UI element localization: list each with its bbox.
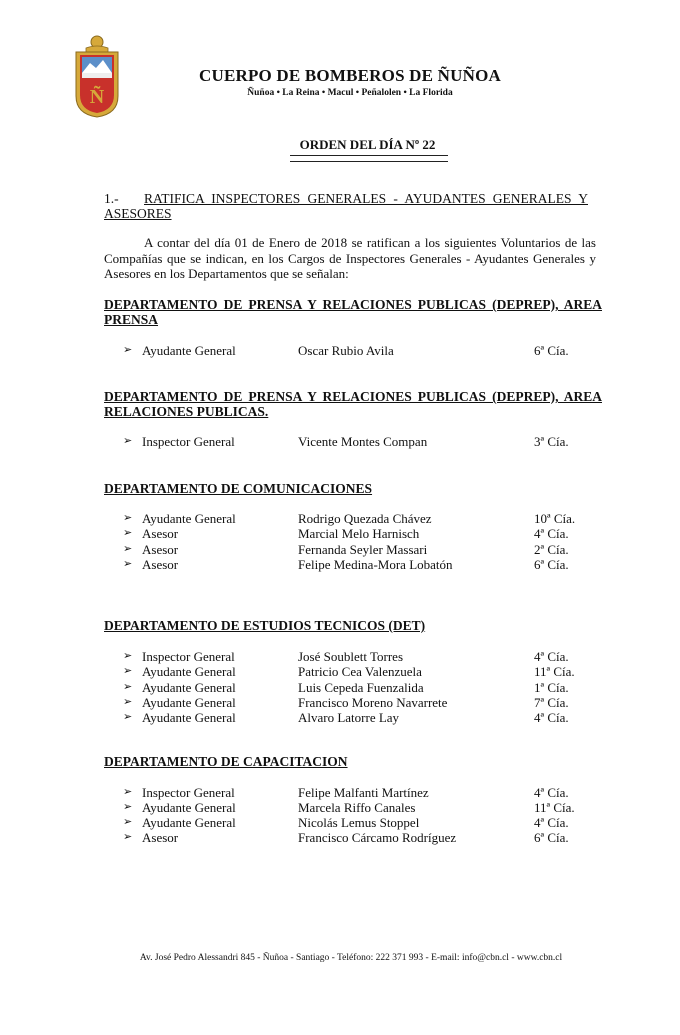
arrow-bullet-icon: ➢ [123,681,133,693]
organization-communes: Ñuñoa • La Reina • Macul • Peñalolen • La Florida [247,88,453,98]
department-heading: DEPARTAMENTO DE PRENSA Y RELACIONES PUBLICAS (DEPREP), AREA RELACIONES PUBLICAS. [104,389,602,419]
member-row [0,526,680,542]
item-number: 1.- [104,191,119,206]
member-name: Patricio Cea Valenzuela [298,664,422,679]
member-company: 4ª Cía. [534,785,569,800]
member-name: Alvaro Latorre Lay [298,710,400,725]
member-company: 4ª Cía. [534,710,569,725]
order-of-the-day-title: ORDEN DEL DÍA Nº 22 [299,137,436,152]
member-role: Ayudante General [142,695,236,710]
organization-title: CUERPO DE BOMBEROS DE ÑUÑOA [199,66,501,85]
member-company: 11ª Cía. [534,800,575,815]
member-name: Rodrigo Quezada Chávez [298,511,432,526]
member-company: 2ª Cía. [534,542,569,557]
member-row [0,695,680,711]
arrow-bullet-icon: ➢ [123,344,133,356]
member-role: Asesor [142,526,179,541]
department-heading: DEPARTAMENTO DE COMUNICACIONES [104,481,373,496]
member-company: 3ª Cía. [534,434,569,449]
member-role: Ayudante General [142,343,236,358]
arrow-bullet-icon: ➢ [123,801,133,813]
member-name: Fernanda Seyler Massari [298,542,428,557]
member-role: Asesor [142,830,179,845]
arrow-bullet-icon: ➢ [123,558,133,570]
intro-paragraph: A contar del día 01 de Enero de 2018 se ratifican a los siguientes Voluntarios de las Compañías que se indican, en los Cargos de Inspectores Generales - Ayudantes Generales y Asesores en los Departamentos que se señalan: [104,235,596,281]
member-role: Ayudante General [142,710,236,725]
member-name: Nicolás Lemus Stoppel [298,815,420,830]
member-role: Ayudante General [142,664,236,679]
member-role: Inspector General [142,434,235,449]
arrow-bullet-icon: ➢ [123,711,133,723]
member-name: Marcial Melo Harnisch [298,526,420,541]
member-company: 7ª Cía. [534,695,569,710]
department-heading: DEPARTAMENTO DE ESTUDIOS TECNICOS (DET) [104,618,426,633]
department-heading: DEPARTAMENTO DE PRENSA Y RELACIONES PUBLICAS (DEPREP), AREA PRENSA [104,297,602,327]
arrow-bullet-icon: ➢ [123,512,133,524]
member-row [0,785,680,801]
arrow-bullet-icon: ➢ [123,527,133,539]
member-company: 4ª Cía. [534,815,569,830]
member-name: Francisco Cárcamo Rodríguez [298,830,457,845]
member-name: Vicente Montes Compan [298,434,428,449]
member-row [0,680,680,696]
arrow-bullet-icon: ➢ [123,816,133,828]
member-row [0,557,680,573]
logo-letter: Ñ [89,86,105,108]
member-row [0,649,680,665]
item-heading: RATIFICA INSPECTORES GENERALES - AYUDANTES GENERALES Y ASESORES [104,191,588,221]
arrow-bullet-icon: ➢ [123,786,133,798]
member-company: 6ª Cía. [534,830,569,845]
member-row [0,830,680,846]
member-row [0,343,680,359]
member-role: Inspector General [142,649,235,664]
member-name: José Soublett Torres [298,649,404,664]
member-name: Marcela Riffo Canales [298,800,416,815]
member-company: 11ª Cía. [534,664,575,679]
member-row [0,815,680,831]
arrow-bullet-icon: ➢ [123,543,133,555]
member-role: Asesor [142,557,179,572]
member-row [0,434,680,450]
department-heading: DEPARTAMENTO DE CAPACITACION [104,754,348,769]
member-company: 10ª Cía. [534,511,576,526]
member-company: 4ª Cía. [534,649,569,664]
arrow-bullet-icon: ➢ [123,665,133,677]
footer-contact-line: Av. José Pedro Alessandri 845 - Ñuñoa - Santiago - Teléfono: 222 371 993 - E-mail: info@cbn.cl - www.cbn.cl [139,953,563,963]
member-row [0,542,680,558]
member-row [0,800,680,816]
member-name: Luis Cepeda Fuenzalida [298,680,424,695]
member-role: Asesor [142,542,179,557]
member-name: Oscar Rubio Avila [298,343,394,358]
member-role: Ayudante General [142,680,236,695]
member-role: Ayudante General [142,800,236,815]
member-role: Ayudante General [142,511,236,526]
member-company: 1ª Cía. [534,680,569,695]
arrow-bullet-icon: ➢ [123,650,133,662]
member-row [0,710,680,726]
member-role: Ayudante General [142,815,236,830]
member-company: 4ª Cía. [534,526,569,541]
arrow-bullet-icon: ➢ [123,831,133,843]
member-name: Francisco Moreno Navarrete [298,695,448,710]
member-name: Felipe Malfanti Martínez [298,785,429,800]
title-double-rule [290,155,448,162]
member-row [0,511,680,527]
member-name: Felipe Medina-Mora Lobatón [298,557,453,572]
member-company: 6ª Cía. [534,343,569,358]
arrow-bullet-icon: ➢ [123,696,133,708]
member-role: Inspector General [142,785,235,800]
member-row [0,664,680,680]
arrow-bullet-icon: ➢ [123,435,133,447]
member-company: 6ª Cía. [534,557,569,572]
